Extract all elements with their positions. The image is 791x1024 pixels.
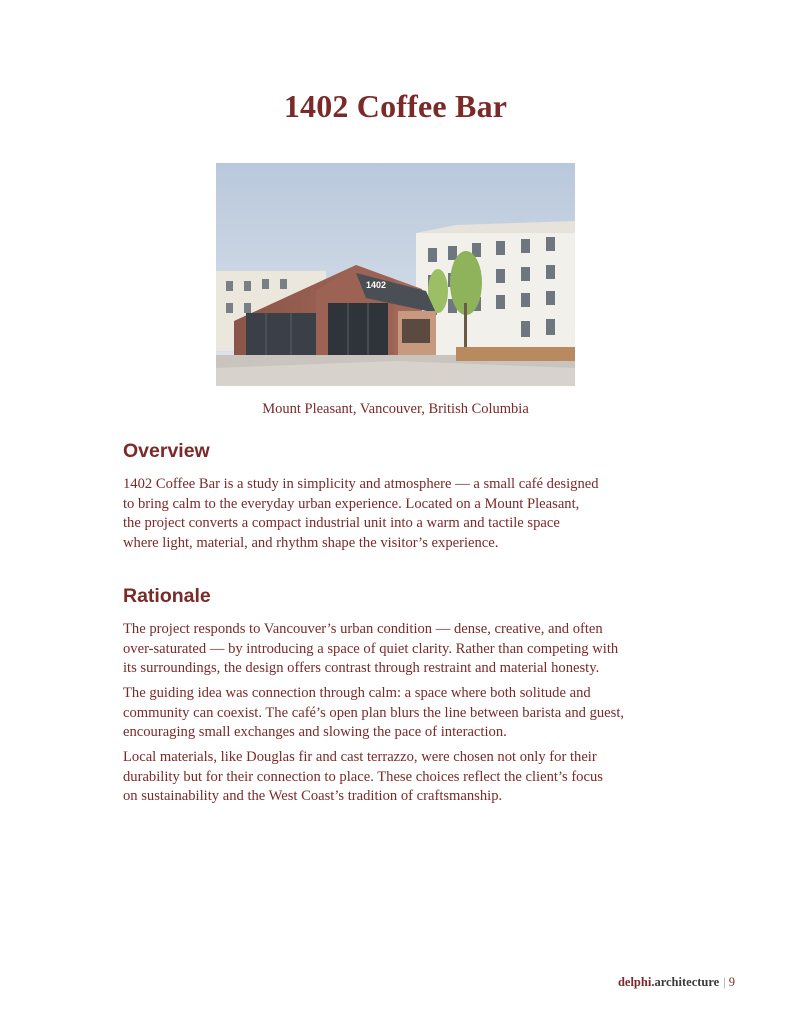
text-line: on sustainability and the West Coast’s tradition of craftsmanship.	[123, 788, 503, 804]
rationale-heading: Rationale	[123, 585, 211, 607]
rationale-paragraph-3	[123, 748, 603, 807]
text-line: encouraging small exchanges and slowing the pace of interaction.	[123, 724, 507, 740]
text-line: over-saturated — by introducing a space of quiet clarity. Rather than competing with	[123, 640, 619, 657]
footer-separator: |	[723, 975, 726, 989]
page-footer	[618, 975, 735, 990]
text-line: 1402 Coffee Bar is a study in simplicity and atmosphere — a small café designed	[123, 476, 599, 492]
footer-suffix: architecture	[654, 975, 720, 989]
text-line: Local materials, like Douglas fir and cast terrazzo, were chosen not only for their	[123, 749, 597, 765]
text-line: The guiding idea was connection through calm: a space where both solitude and	[123, 685, 591, 701]
text-line: durability but for their connection to place. These choices reflect the client’s focus	[123, 768, 603, 785]
page-number: 9	[728, 975, 735, 989]
overview-heading: Overview	[123, 440, 210, 462]
footer-dot: .	[651, 975, 655, 989]
text-line: to bring calm to the everyday urban experience. Located on a Mount Pleasant,	[123, 495, 580, 512]
text-line: the project converts a compact industrial unit into a warm and tactile space	[123, 515, 560, 531]
overview-paragraph	[123, 475, 599, 553]
rationale-paragraph-1	[123, 620, 618, 679]
page-title: 1402 Coffee Bar	[283, 88, 508, 124]
text-line: The project responds to Vancouver’s urban condition — dense, creative, and often	[123, 621, 603, 637]
rationale-paragraph-2	[123, 684, 624, 743]
text-line: its surroundings, the design offers contrast through restraint and material honesty.	[123, 660, 600, 676]
building-sign: 1402	[366, 280, 387, 290]
project-photo	[216, 163, 575, 386]
text-line: community can coexist. The café’s open plan blurs the line between barista and guest,	[123, 704, 625, 721]
image-caption: Mount Pleasant, Vancouver, British Columbia	[262, 401, 529, 417]
text-line: where light, material, and rhythm shape the visitor’s experience.	[123, 534, 499, 551]
footer-brand: delphi	[617, 975, 652, 989]
